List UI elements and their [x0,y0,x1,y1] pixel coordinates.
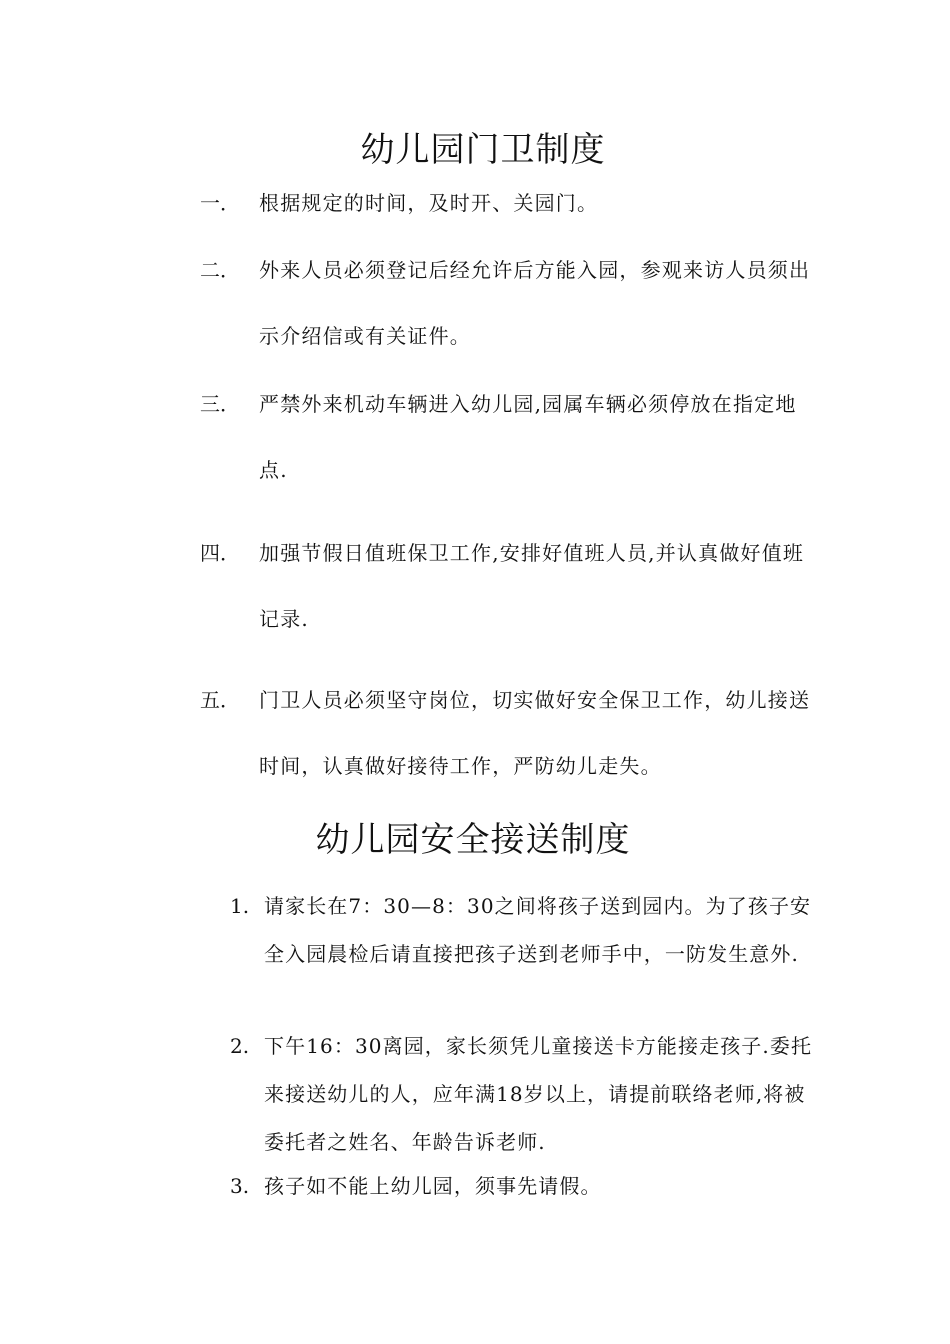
item-text: 根据规定的时间，及时开、关园门。 [259,191,599,215]
item-number: 1. [230,894,250,918]
item-number: 五． [200,688,240,712]
item-text: 孩子如不能上幼儿园，须事先请假。 [264,1174,602,1198]
item-number: 四． [200,541,240,565]
item-number: 一． [200,191,240,215]
item-text: 外来人员必须登记后经允许后方能入园，参观来访人员须出示介绍信或有关证件。 [259,258,811,348]
item-text: 门卫人员必须坚守岗位，切实做好安全保卫工作，幼儿接送时间，认真做好接待工作，严防幼儿走失。 [259,688,811,778]
item-text: 加强节假日值班保卫工作,安排好值班人员,并认真做好值班记录. [259,541,805,631]
item-number: 3. [230,1174,250,1198]
item-number: 二． [200,258,240,282]
item-number: 2. [230,1034,250,1058]
section-title-pickup-rules: 幼儿园安全接送制度 [315,820,631,860]
item-number: 三． [200,392,240,416]
section-title-gatekeeper-rules: 幼儿园门卫制度 [360,130,606,170]
item-text: 下午16：30离园，家长须凭儿童接送卡方能接走孩子.委托来接送幼儿的人，应年满18岁以上，请提前联络老师,将被委托者之姓名、年龄告诉老师. [264,1034,813,1154]
item-text: 严禁外来机动车辆进入幼儿园,园属车辆必须停放在指定地点. [259,392,797,482]
item-text: 请家长在7：30—8：30之间将孩子送到园内。为了孩子安全入园晨检后请直接把孩子送到老师手中，一防发生意外. [264,894,812,966]
